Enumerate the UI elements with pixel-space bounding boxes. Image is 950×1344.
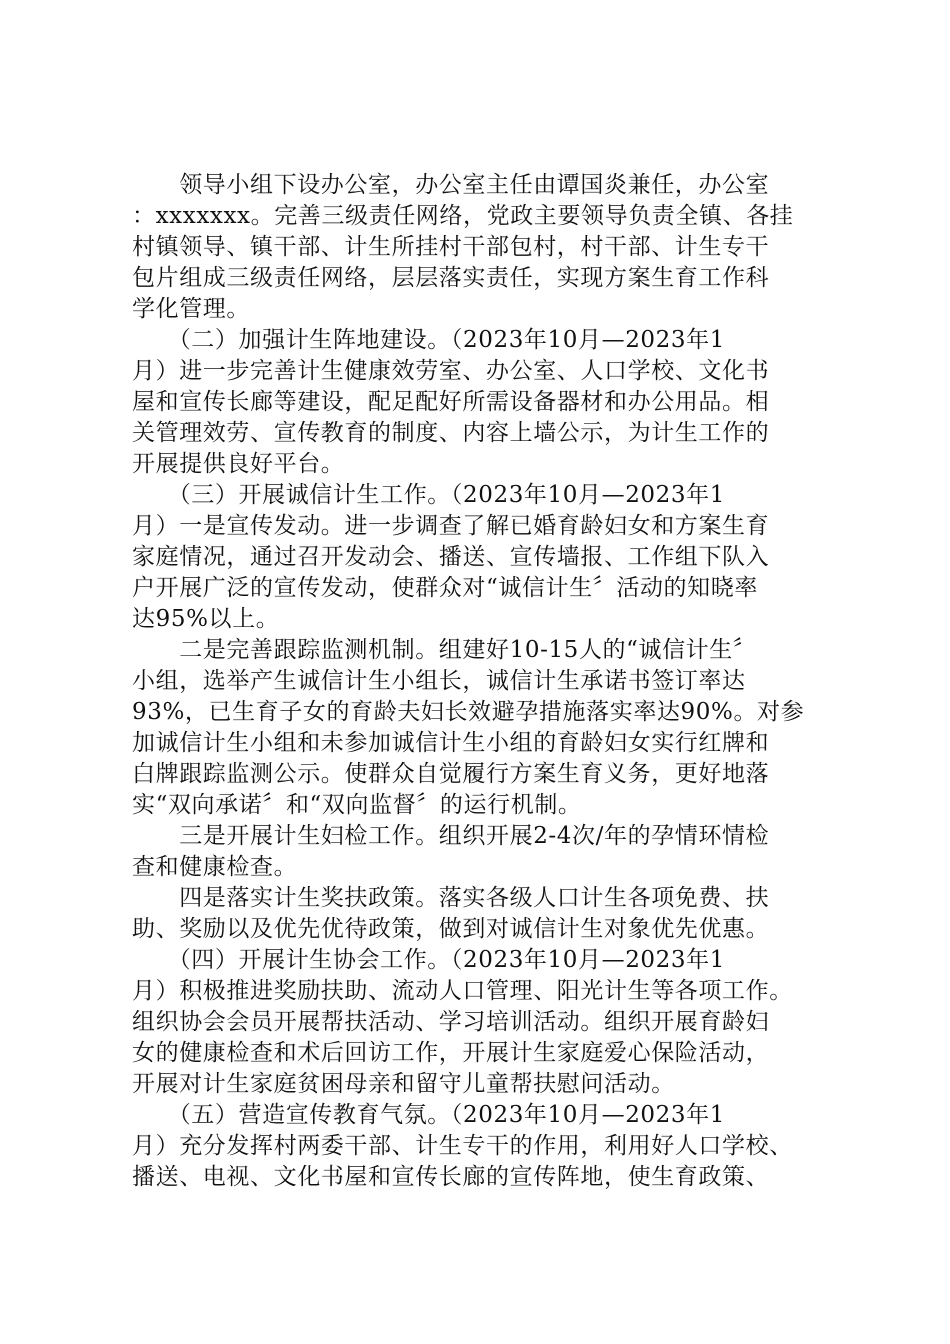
text-line: 领导小组下设办公室，办公室主任由谭国炎兼任，办公室 — [132, 172, 770, 198]
text-line: 包片组成三级责任网络，层层落实责任，实现方案生育工作科 — [132, 265, 770, 291]
text-line: 月）进一步完善计生健康效劳室、办公室、人口学校、文化书 — [132, 358, 770, 384]
text-line: 加诚信计生小组和未参加诚信计生小组的育龄妇女实行红牌和 — [132, 730, 770, 756]
text-line: 家庭情况，通过召开发动会、播送、宣传墙报、工作组下队入 — [132, 544, 770, 570]
text-line: （四）开展计生协会工作。（2023年10月—2023年1 — [132, 947, 725, 973]
text-line: 四是落实计生奖扶政策。落实各级人口计生各项免费、扶 — [132, 885, 770, 911]
text-line: 白牌跟踪监测公示。使群众自觉履行方案生育义务，更好地落 — [132, 761, 770, 787]
text-line: 开展对计生家庭贫困母亲和留守儿童帮扶慰问活动。 — [132, 1071, 675, 1097]
text-line: 三是开展计生妇检工作。组织开展2-4次/年的孕情环情检 — [132, 823, 770, 849]
text-line: 村镇领导、镇干部、计生所挂村干部包村，村干部、计生专干 — [132, 234, 770, 260]
text-line: 达95%以上。 — [132, 606, 280, 632]
text-line: 开展提供良好平台。 — [132, 451, 345, 477]
text-line: （三）开展诚信计生工作。（2023年10月—2023年1 — [132, 482, 725, 508]
text-line: 实“双向承诺〞和“双向监督〞的运行机制。 — [132, 792, 582, 818]
text-line: 查和健康检查。 — [132, 854, 298, 880]
text-line: 屋和宣传长廊等建设，配足配好所需设备器材和办公用品。相 — [132, 389, 770, 415]
text-line: 二是完善跟踪监测机制。组建好10-15人的“诚信计生〞 — [132, 637, 757, 663]
text-line: 关管理效劳、宣传教育的制度、内容上墙公示，为计生工作的 — [132, 420, 770, 446]
text-line: 月）充分发挥村两委干部、计生专干的作用，利用好人口学校、 — [132, 1133, 793, 1159]
text-line: 月）积极推进奖励扶助、流动人口管理、阳光计生等各项工作。 — [132, 978, 793, 1004]
text-line: 学化管理。 — [132, 296, 250, 322]
text-line: ：xxxxxxx。完善三级责任网络，党政主要领导负责全镇、各挂 — [132, 203, 794, 229]
text-line: 93%，已生育子女的育龄夫妇长效避孕措施落实率达90%。对参 — [132, 699, 805, 725]
text-line: （五）营造宣传教育气氛。（2023年10月—2023年1 — [132, 1102, 725, 1128]
text-line: 助、奖励以及优先优待政策，做到对诚信计生对象优先优惠。 — [132, 916, 770, 942]
text-line: 户开展广泛的宣传发动，使群众对“诚信计生〞活动的知晓率 — [132, 575, 758, 601]
text-line: 组织协会会员开展帮扶活动、学习培训活动。组织开展育龄妇 — [132, 1009, 770, 1035]
text-line: 女的健康检查和术后回访工作，开展计生家庭爱心保险活动， — [132, 1040, 770, 1066]
text-line: 播送、电视、文化书屋和宣传长廊的宣传阵地，使生育政策、 — [132, 1164, 770, 1190]
text-line: 小组，选举产生诚信计生小组长，诚信计生承诺书签订率达 — [132, 668, 746, 694]
text-line: 月）一是宣传发动。进一步调查了解已婚育龄妇女和方案生育 — [132, 513, 770, 539]
document-body — [132, 170, 832, 1193]
text-line: （二）加强计生阵地建设。（2023年10月—2023年1 — [132, 327, 725, 353]
